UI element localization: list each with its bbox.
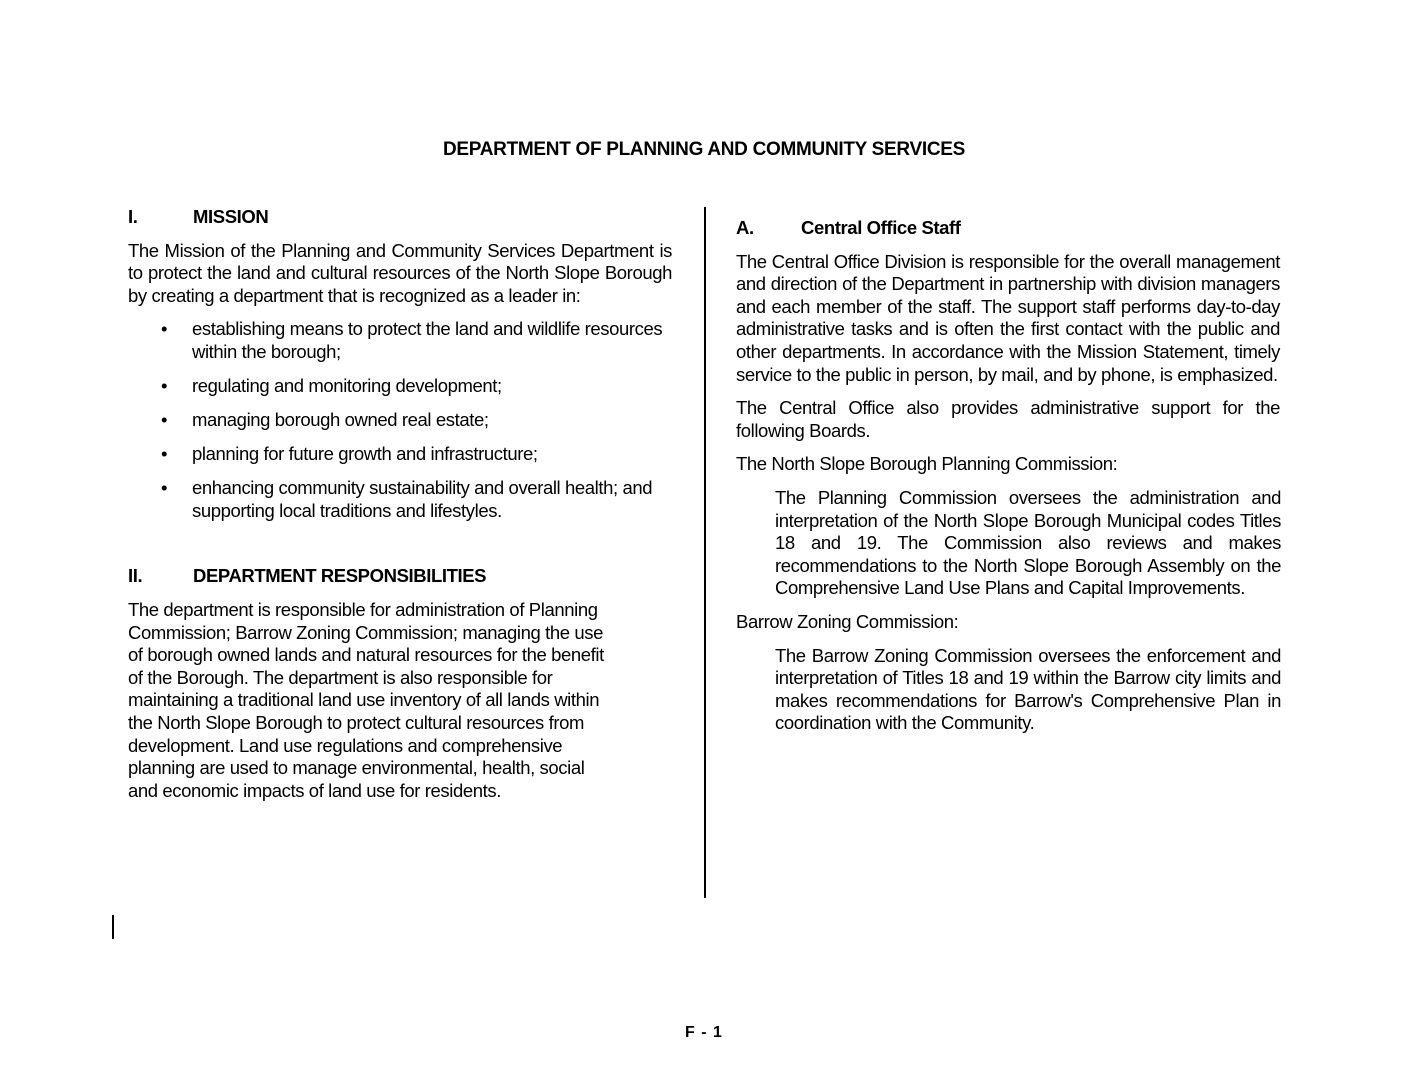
list-item-text: managing borough owned real estate; [192, 408, 489, 430]
section-heading-responsibilities [128, 565, 672, 588]
text-line: development. Land use regulations and comprehensive [128, 734, 563, 756]
text-line: Commission; Barrow Zoning Commission; managing the use [128, 621, 604, 643]
text-line: planning are used to manage environmental, health, social [128, 757, 585, 779]
section-number: A. [736, 217, 754, 238]
zoning-commission-label: Barrow Zoning Commission: [736, 610, 959, 632]
left-column [128, 206, 672, 802]
bullet-icon: • [161, 318, 168, 340]
text-line: of the Borough. The department is also responsible for [128, 666, 553, 688]
zoning-commission-description: The Barrow Zoning Commission oversees the enforcement and interpretation of Titles 18 and 19 within the Barrow city limits and makes recommendations for Barrow's Comprehensive Plan in coordination with the Community. [775, 644, 1281, 734]
page-number: F - 1 [685, 1024, 723, 1041]
bullet-icon: • [161, 408, 168, 430]
list-item [128, 477, 682, 522]
list-item [128, 375, 682, 398]
list-item [128, 318, 682, 363]
text-line: maintaining a traditional land use inventory of all lands within [128, 689, 600, 711]
mission-bullet-list [128, 318, 672, 522]
section-title: Central Office Staff [801, 217, 961, 238]
right-column [736, 217, 1280, 746]
section-number: I. [128, 206, 138, 227]
section-title: MISSION [193, 206, 269, 227]
text-line: the North Slope Borough to protect cultural resources from [128, 712, 584, 734]
list-item [128, 409, 682, 432]
section-title: DEPARTMENT RESPONSIBILITIES [193, 565, 487, 587]
column-divider [704, 207, 706, 898]
bullet-icon: • [161, 374, 168, 396]
list-item-text: enhancing community sustainability and overall health; and supporting local traditions and lifestyles. [192, 476, 653, 521]
list-item-text: planning for future growth and infrastructure; [192, 442, 538, 464]
responsibilities-paragraph [128, 599, 672, 802]
page-title: DEPARTMENT OF PLANNING AND COMMUNITY SERVICES [442, 139, 966, 160]
section-number: II. [128, 565, 143, 587]
planning-commission-description: The Planning Commission oversees the administration and interpretation of the North Slope Borough Municipal codes Titles 18 and 19. The Commission also reviews and makes recommendations to the North Slope Borough Assembly on the Comprehensive Land Use Plans and Capital Improvements. [775, 486, 1281, 599]
section-heading-central-office [736, 217, 1280, 240]
central-office-paragraph: The Central Office Division is responsible for the overall management and direction of the Department in partnership with division managers and each member of the staff. The support staff performs day-to-day administrative tasks and is often the first contact with the public and other departments. In accordance with the Mission Statement, timely service to the public in person, by mail, and by phone, is emphasized. [736, 250, 1280, 385]
list-item [128, 443, 682, 466]
list-item-text: establishing means to protect the land and wildlife resources within the borough; [192, 318, 663, 362]
bullet-icon: • [161, 476, 168, 498]
text-line: The department is responsible for administration of Planning [128, 599, 598, 621]
list-item-text: regulating and monitoring development; [192, 374, 502, 396]
central-office-boards-paragraph: The Central Office also provides administrative support for the following Boards. [736, 397, 1280, 441]
revision-bar [112, 915, 114, 939]
text-line: and economic impacts of land use for residents. [128, 779, 501, 801]
mission-intro: The Mission of the Planning and Community Services Department is to protect the land and cultural resources of the North Slope Borough by creating a department that is recognized as a leader in: [128, 239, 672, 306]
planning-commission-label: The North Slope Borough Planning Commission: [736, 453, 1118, 475]
bullet-icon: • [161, 442, 168, 464]
text-line: of borough owned lands and natural resources for the benefit [128, 644, 604, 666]
section-heading-mission [128, 206, 672, 229]
